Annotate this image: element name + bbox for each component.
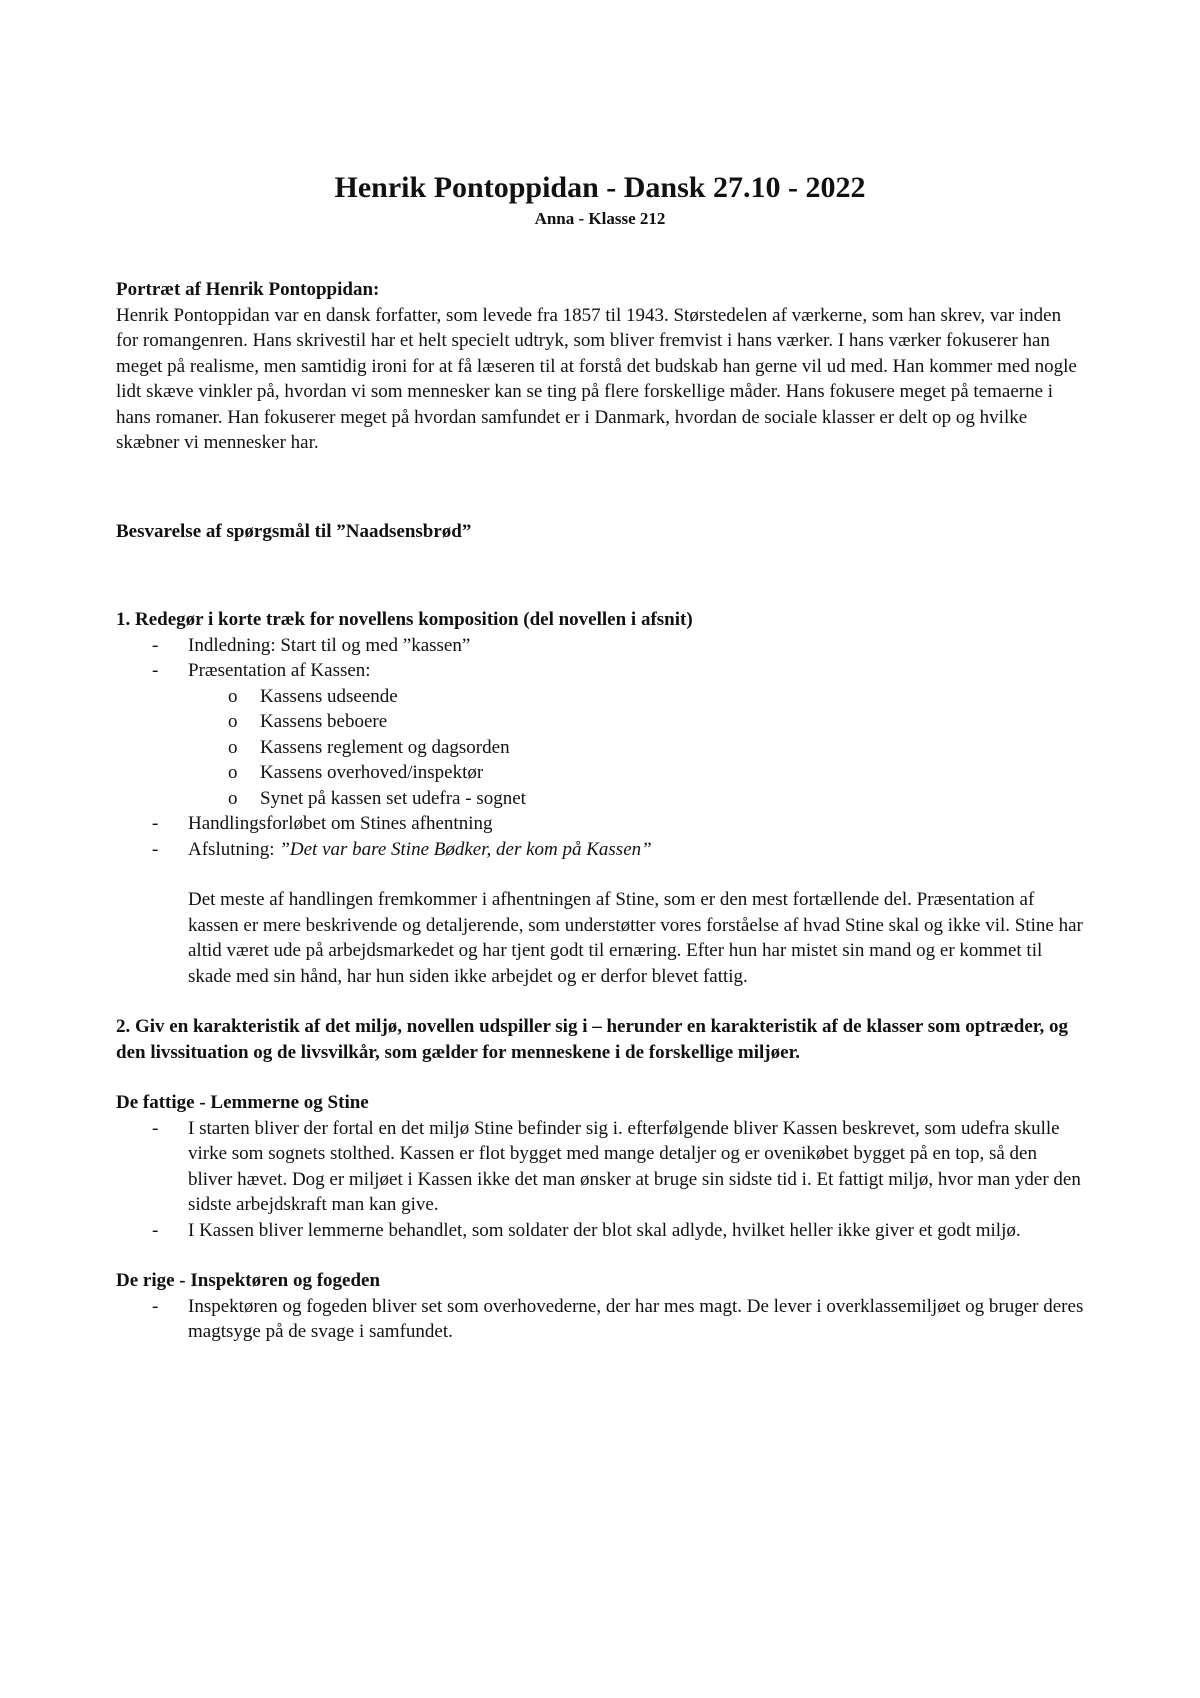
- rich-list: [116, 1294, 1084, 1345]
- question-1-heading: 1. Redegør i korte træk for novellens komposition (del novellen i afsnit): [116, 609, 693, 630]
- circle-bullet: o: [228, 736, 238, 758]
- list-item-text: Indledning: Start til og med ”kassen”: [188, 634, 471, 656]
- dash-bullet: -: [152, 1117, 159, 1139]
- list-item: [152, 1116, 1084, 1218]
- document-title: Henrik Pontoppidan - Dansk 27.10 - 2022: [334, 171, 866, 204]
- list-item-text: Præsentation af Kassen:: [188, 660, 371, 681]
- list-item: [152, 658, 1084, 811]
- sub-list-item: [228, 786, 1084, 812]
- list-item-text: I Kassen bliver lemmerne behandlet, som soldater der blot skal adlyde, hvilket heller ikke giver et godt miljø.: [188, 1219, 1021, 1241]
- answers-heading: Besvarelse af spørgsmål til ”Naadsensbrød”: [116, 520, 472, 542]
- document-subtitle: Anna - Klasse 212: [534, 209, 666, 228]
- sub-list-item-text: Kassens beboere: [260, 711, 388, 732]
- composition-paragraph: Det meste af handlingen fremkommer i afhentningen af Stine, som er den mest fortællende del. Præsentation af kassen er mere beskrivende og detaljerende, som understøtter vores forståelse af hvad Stine skal og ikke vil. Stine har altid været ude på arbejdsmarkedet og har tjent godt til ernæring. Efter hun har mistet sin mand og er kommet til skade med sin hånd, har hun siden ikke arbejdet og er derfor blevet fattig.: [188, 889, 1083, 987]
- sub-list-item-text: Synet på kassen set udefra - sognet: [260, 787, 526, 809]
- rich-heading: De rige - Inspektøren og fogeden: [116, 1270, 381, 1291]
- dash-bullet: -: [152, 1295, 159, 1317]
- list-item: [152, 811, 1084, 837]
- list-item-text: Inspektøren og fogeden bliver set som overhovederne, der har mes magt. De lever i overklassemiljøet og bruger deres magtsyge på de svage i samfundet.: [188, 1295, 1084, 1342]
- list-item: [152, 837, 1084, 863]
- list-item-text: I starten bliver der fortal en det miljø Stine befinder sig i. efterfølgende bliver Kassen beskrevet, som udefra skulle virke som sognets stolthed. Kassen er flot bygget med mange detaljer og er ovenikøbet bygget på en top, så den bliver hævet. Dog er miljøet i Kassen ikke det man ønsker at bruge sin sidste tid i. Et fattigt miljø, hvor man yder den sidste arbejdskraft man kan give.: [188, 1117, 1081, 1215]
- circle-bullet: o: [228, 762, 238, 783]
- portrait-heading: Portræt af Henrik Pontoppidan:: [116, 279, 380, 300]
- portrait-paragraph: Henrik Pontoppidan var en dansk forfatter, som levede fra 1857 til 1943. Størstedelen af værkerne, som han skrev, var inden for romangenren. Hans skrivestil har et helt specielt udtryk, som bliver fremvist i hans værker. I hans værker fokuserer han meget på realisme, men samtidig ironi for at få læseren til at forstå det budskab han gerne vil ud med. Han kommer med nogle lidt skæve vinkler på, hvordan vi som mennesker kan se ting på flere forskellige måder. Hans fokusere meget på temaerne i hans romaner. Han fokuserer meget på hvordan samfundet er i Danmark, hvordan de sociale klasser er delt op og hvilke skæbner vi mennesker har.: [116, 304, 1077, 453]
- dash-bullet: -: [152, 634, 159, 656]
- list-item: [152, 1218, 1084, 1244]
- sub-list-item: [228, 735, 1084, 761]
- dash-bullet: -: [152, 1219, 159, 1241]
- question-2-heading: 2. Giv en karakteristik af det miljø, novellen udspiller sig i – herunder en karakteristik af de klasser som optræder, og den livssituation og de livsvilkår, som gælder for menneskene i de forskellige miljøer.: [116, 1016, 1068, 1063]
- poor-heading: De fattige - Lemmerne og Stine: [116, 1092, 369, 1113]
- composition-list: [116, 633, 1084, 863]
- dash-bullet: -: [152, 813, 159, 834]
- document-page: [116, 170, 1084, 1345]
- list-item-text: Handlingsforløbet om Stines afhentning: [188, 813, 493, 834]
- circle-bullet: o: [228, 787, 238, 809]
- circle-bullet: o: [228, 711, 238, 732]
- list-item: [152, 1294, 1084, 1345]
- list-item-text: Afslutning:: [188, 838, 280, 860]
- sub-list-item: [228, 684, 1084, 710]
- circle-bullet: o: [228, 685, 238, 707]
- sub-list-item: [228, 709, 1084, 735]
- dash-bullet: -: [152, 660, 159, 681]
- presentation-sublist: [188, 684, 1084, 812]
- poor-list: [116, 1116, 1084, 1244]
- sub-list-item-text: Kassens overhoved/inspektør: [260, 762, 484, 783]
- sub-list-item-text: Kassens reglement og dagsorden: [260, 736, 510, 758]
- sub-list-item-text: Kassens udseende: [260, 685, 398, 707]
- sub-list-item: [228, 760, 1084, 786]
- ending-quote: ”Det var bare Stine Bødker, der kom på Kassen”: [279, 838, 652, 860]
- list-item: [152, 633, 1084, 659]
- dash-bullet: -: [152, 838, 159, 860]
